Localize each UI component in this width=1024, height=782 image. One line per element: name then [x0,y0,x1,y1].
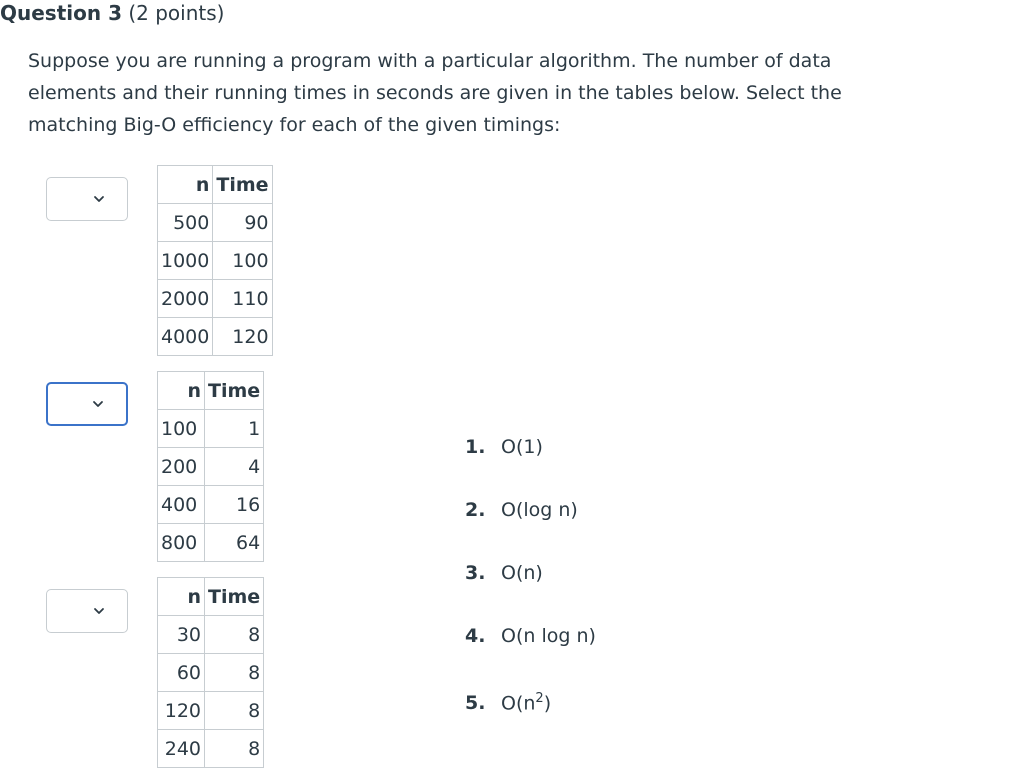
option-label: O(1) [501,436,543,458]
cell-n: 120 [158,692,205,730]
answer-select-1[interactable] [46,177,128,221]
cell-n: 1000 [158,242,213,280]
table-row [158,448,264,486]
cell-n: 30 [158,616,205,654]
table-row [158,524,264,562]
option-label-base: O(n [501,692,536,715]
timing-table-1 [157,165,273,356]
option-item [465,558,596,621]
question-text: Suppose you are running a program with a particular algorithm. The number of data elements and their running times in seconds are given in the tables below. Select the matching Big-O efficiency for each of the given timings: [28,50,842,136]
cell-time: 8 [205,730,264,768]
table-row [158,242,273,280]
table-row [158,280,273,318]
table-row [158,654,264,692]
table-row [158,730,264,768]
column-header-time: Time [213,166,272,204]
table-row [158,486,264,524]
cell-time: 8 [205,616,264,654]
cell-time: 8 [205,654,264,692]
timing-table-3 [157,577,264,768]
table-row [158,616,264,654]
cell-n: 200 [158,448,205,486]
cell-n: 4000 [158,318,213,356]
table-header-row [158,372,264,410]
option-item [465,495,596,558]
cell-time: 120 [213,318,272,356]
option-label-close: ) [543,692,552,715]
option-number: 3. [465,562,486,584]
chevron-down-icon [93,605,105,617]
column-header-n: n [158,578,205,616]
option-label: O(log n) [501,499,578,521]
table-row [158,204,273,242]
option-item [465,621,596,684]
answer-options-list [465,432,596,747]
column-header-time: Time [205,372,264,410]
option-item [465,684,596,747]
question-points: (2 points) [128,1,225,25]
option-label: O(n) [501,562,543,584]
cell-time: 1 [205,410,264,448]
answer-select-2[interactable] [46,382,128,426]
cell-time: 16 [205,486,264,524]
option-item [465,432,596,495]
cell-time: 4 [205,448,264,486]
option-label: O(n log n) [501,625,596,647]
option-number: 2. [465,499,486,521]
cell-time: 8 [205,692,264,730]
column-header-n: n [158,166,213,204]
table-row [158,692,264,730]
column-header-time: Time [205,578,264,616]
cell-time: 64 [205,524,264,562]
option-number: 5. [465,692,486,715]
cell-n: 400 [158,486,205,524]
cell-time: 110 [213,280,272,318]
table-row [158,318,273,356]
cell-n: 500 [158,204,213,242]
answer-select-3[interactable] [46,589,128,633]
column-header-n: n [158,372,205,410]
timing-table-2 [157,371,264,562]
cell-n: 100 [158,410,205,448]
cell-n: 800 [158,524,205,562]
cell-n: 60 [158,654,205,692]
chevron-down-icon [92,398,104,410]
option-number: 4. [465,625,486,647]
chevron-down-icon [93,193,105,205]
table-header-row [158,166,273,204]
cell-time: 90 [213,204,272,242]
cell-time: 100 [213,242,272,280]
question-number: Question 3 [0,1,122,25]
table-row [158,410,264,448]
cell-n: 2000 [158,280,213,318]
option-label-exponent: 2 [535,691,544,706]
question-title [0,1,224,25]
table-header-row [158,578,264,616]
option-number: 1. [465,436,486,458]
cell-n: 240 [158,730,205,768]
